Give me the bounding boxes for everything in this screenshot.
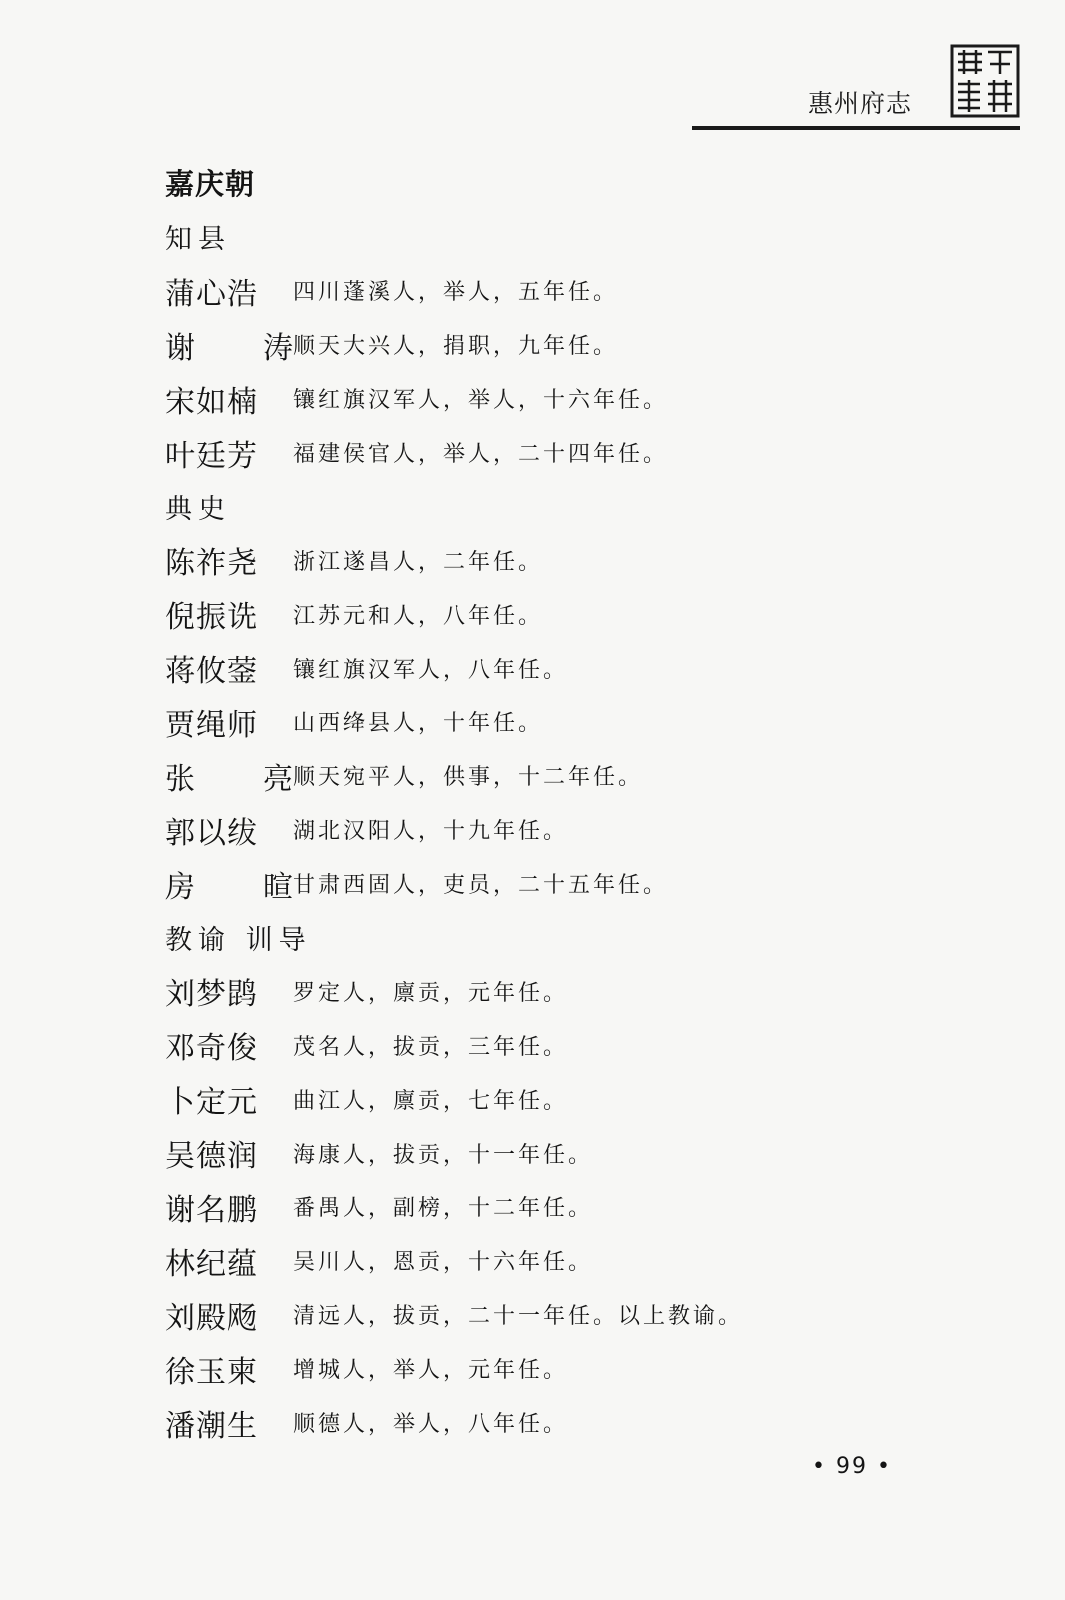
official-description: 镶红旗汉军人，八年任。 — [293, 657, 569, 683]
official-name: 刘殿飏 — [165, 1300, 258, 1336]
official-name: 谢名鹏 — [165, 1192, 258, 1228]
official-entry — [165, 695, 985, 749]
official-description: 曲江人，廪贡，七年任。 — [293, 1088, 569, 1114]
official-entry — [165, 426, 985, 480]
official-description: 吴川人，恩贡，十六年任。 — [293, 1250, 594, 1276]
official-description: 镶红旗汉军人，举人，十六年任。 — [293, 388, 669, 414]
header-title: 惠州府志 — [808, 89, 913, 118]
official-description: 甘肃西固人，吏员，二十五年任。 — [293, 873, 669, 899]
official-entry — [165, 318, 985, 372]
official-description: 罗定人，廪贡，元年任。 — [293, 980, 569, 1006]
official-description: 江苏元和人，八年任。 — [293, 603, 544, 629]
section-title: 嘉庆朝 — [165, 167, 256, 201]
official-description: 顺天大兴人，捐职，九年任。 — [293, 334, 619, 360]
official-description: 顺德人，举人，八年任。 — [293, 1412, 569, 1438]
official-description: 海康人，拔贡，十一年任。 — [293, 1142, 594, 1168]
official-name: 蒋攸蓥 — [165, 654, 258, 690]
official-description: 茂名人，拔贡，三年任。 — [293, 1034, 569, 1060]
official-description: 浙江遂昌人，二年任。 — [293, 549, 544, 575]
official-entry — [165, 533, 985, 587]
office-subheading-text: 知县 — [165, 224, 231, 256]
official-entry — [165, 1288, 985, 1342]
official-entry — [165, 1396, 985, 1450]
official-entry — [165, 1126, 985, 1180]
official-entry — [165, 964, 985, 1018]
official-name: 蒲心浩 — [165, 276, 258, 312]
official-entry — [165, 1234, 985, 1288]
official-name: 郭以绂 — [165, 815, 258, 851]
official-description: 清远人，拔贡，二十一年任。以上教谕。 — [293, 1304, 744, 1330]
official-entry — [165, 857, 985, 911]
official-description: 顺天宛平人，供事，十二年任。 — [293, 765, 644, 791]
official-description: 四川蓬溪人，举人，五年任。 — [293, 280, 619, 306]
official-name: 谢 涛 — [165, 330, 293, 366]
official-entry — [165, 264, 985, 318]
official-name: 叶廷芳 — [165, 438, 258, 474]
official-name: 房 暄 — [165, 869, 293, 905]
official-entry — [165, 749, 985, 803]
office-subheading — [165, 210, 985, 264]
officials-list — [165, 210, 985, 1449]
official-name: 宋如楠 — [165, 384, 258, 420]
official-name: 贾绳师 — [165, 707, 258, 743]
office-subheading — [165, 479, 985, 533]
official-entry — [165, 1072, 985, 1126]
official-name: 徐玉柬 — [165, 1354, 258, 1390]
page-number: • 99 • — [812, 1454, 892, 1479]
official-name: 张 亮 — [165, 761, 293, 797]
official-entry — [165, 1342, 985, 1396]
official-description: 湖北汉阳人，十九年任。 — [293, 819, 569, 845]
seal-logo — [950, 44, 1020, 118]
official-entry — [165, 1018, 985, 1072]
official-name: 陈祚尧 — [165, 546, 258, 582]
official-entry — [165, 1180, 985, 1234]
official-name: 吴德润 — [165, 1139, 258, 1175]
official-name: 林纪蕴 — [165, 1246, 258, 1282]
official-name: 卜定元 — [165, 1085, 258, 1121]
office-subheading-text: 教谕 训导 — [165, 925, 312, 957]
official-entry — [165, 641, 985, 695]
official-description: 增城人，举人，元年任。 — [293, 1358, 569, 1384]
official-description: 番禺人，副榜，十二年任。 — [293, 1196, 594, 1222]
header-rule — [692, 126, 1020, 130]
official-name: 邓奇俊 — [165, 1031, 258, 1067]
office-subheading-text: 典史 — [165, 493, 231, 525]
office-subheading — [165, 911, 985, 965]
official-entry — [165, 803, 985, 857]
official-entry — [165, 587, 985, 641]
official-name: 潘潮生 — [165, 1408, 258, 1444]
official-name: 刘梦鹍 — [165, 977, 258, 1013]
official-entry — [165, 372, 985, 426]
official-name: 倪振诜 — [165, 600, 258, 636]
official-description: 山西绛县人，十年任。 — [293, 711, 544, 737]
official-description: 福建侯官人，举人，二十四年任。 — [293, 442, 669, 467]
